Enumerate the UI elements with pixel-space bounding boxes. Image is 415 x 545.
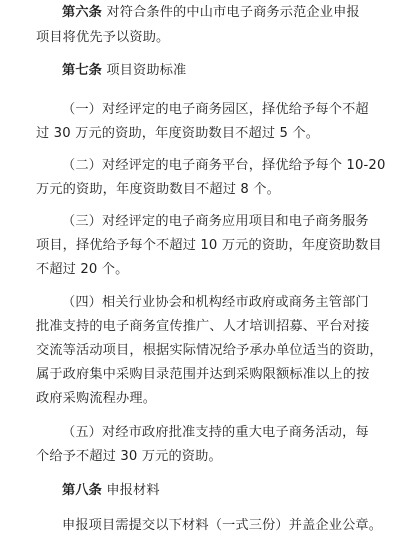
item-3-line-2: 项目，择优给予每个不超过 10 万元的资助，年度资助数目 bbox=[36, 238, 382, 253]
article-6-text-1: 对符合条件的中山市电子商务示范企业申报 bbox=[106, 5, 360, 20]
item-3-line-1: （三）对经评定的电子商务应用项目和电子商务服务 bbox=[62, 214, 369, 229]
article-8-line-1: 申报项目需提交以下材料（一式三份）并盖企业公章。 bbox=[62, 518, 383, 533]
item-4-line-1: （四）相关行业协会和机构经市政府或商务主管部门 bbox=[62, 295, 369, 310]
item-1-line-2: 过 30 万元的资助，年度资助数目不超过 5 个。 bbox=[36, 126, 320, 141]
article-7-title: 项目资助标准 bbox=[106, 63, 187, 78]
item-4-line-2: 批准支持的电子商务宣传推广、人才培训招募、平台对接 bbox=[36, 319, 370, 334]
item-1-line-1: （一）对经评定的电子商务园区，择优给予每个不超 bbox=[62, 102, 369, 117]
item-4-line-3: 交流等活动项目，根据实际情况给予承办单位适当的资助， bbox=[36, 343, 383, 358]
article-6-line-1 bbox=[62, 4, 360, 22]
item-5-line-1: （五）对经市政府批准支持的重大电子商务活动，每 bbox=[62, 425, 369, 440]
article-8-label: 第八条 bbox=[62, 483, 103, 498]
article-7-label: 第七条 bbox=[62, 63, 103, 78]
item-3-line-3: 不超过 20 个。 bbox=[36, 262, 129, 277]
item-4-line-4: 属于政府集中采购目录范围并达到采购限额标准以上的按 bbox=[36, 367, 370, 382]
item-5-line-2: 个给予不超过 30 万元的资助。 bbox=[36, 449, 222, 464]
item-4-line-5: 政府采购流程办理。 bbox=[36, 391, 157, 406]
article-6-label: 第六条 bbox=[62, 5, 103, 20]
item-2-line-1: （二）对经评定的电子商务平台，择优给予每个 10-20 bbox=[62, 158, 386, 173]
article-7-heading bbox=[62, 62, 186, 80]
article-8-heading bbox=[62, 482, 160, 500]
article-6-line-2: 项目将优先予以资助。 bbox=[36, 30, 170, 45]
item-2-line-2: 万元的资助，年度资助数目不超过 8 个。 bbox=[36, 182, 280, 197]
article-8-title: 申报材料 bbox=[106, 483, 160, 498]
